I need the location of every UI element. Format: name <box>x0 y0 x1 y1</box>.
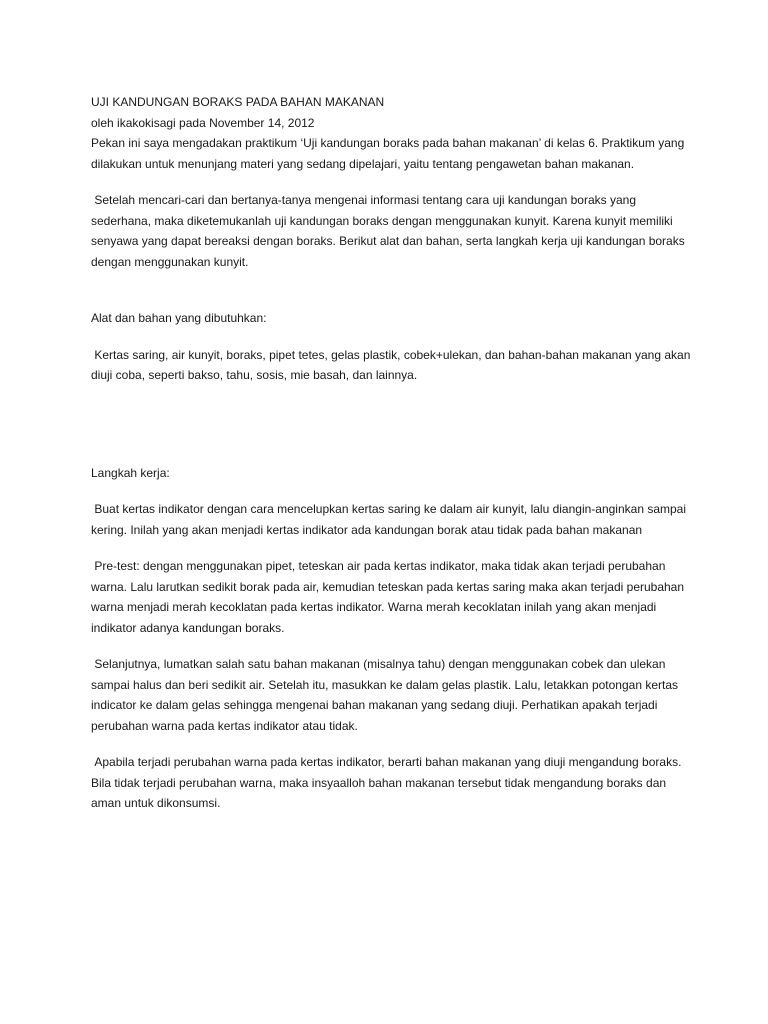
document-title: UJI KANDUNGAN BORAKS PADA BAHAN MAKANAN <box>91 95 385 109</box>
step-paragraph: Apabila terjadi perubahan warna pada kertas indikator, berarti bahan makanan yang diuji mengandung boraks. Bila tidak terjadi perubahan warna, maka insyaalloh bahan makanan tersebut tidak mengandung boraks dan aman untuk dikonsumsi. <box>91 755 685 810</box>
step-paragraph: Buat kertas indikator dengan cara mencelupkan kertas saring ke dalam air kunyit, lalu diangin-anginkan sampai kering. Inilah yang akan menjadi kertas indikator ada kandungan borak atau tidak pada bahan makanan <box>91 502 690 537</box>
author-byline: oleh ikakokisagi pada November 14, 2012 <box>91 115 315 130</box>
tools-heading: Alat dan bahan yang dibutuhkan: <box>91 311 267 325</box>
intro-paragraph: Pekan ini saya mengadakan praktikum ‘Uji kandungan boraks pada bahan makanan’ di kelas 6. Praktikum yang dilakukan untuk menunjang materi yang sedang dipelajari, yaitu tentang pengawetan bahan makanan. <box>91 136 688 171</box>
steps-heading: Langkah kerja: <box>91 465 170 480</box>
step-paragraph: Selanjutnya, lumatkan salah satu bahan makanan (misalnya tahu) dengan menggunakan cobek dan ulekan sampai halus dan beri sedikit air. Setelah itu, masukkan ke dalam gelas plastik. Lalu, letakkan potongan kertas indicator ke dalam gelas sehingga mengenai bahan makanan yang sedang diuji. Perhatikan apakah terjadi perubahan warna pada kertas indikator atau tidak. <box>91 657 682 733</box>
document-page <box>91 92 694 830</box>
step-paragraph: Pre-test: dengan menggunakan pipet, teteskan air pada kertas indikator, maka tidak akan terjadi perubahan warna. Lalu larutkan sedikit borak pada air, kemudian teteskan pada kertas saring maka akan terjadi perubahan warna menjadi merah kecoklatan pada kertas indikator. Warna merah kecoklatan inilah yang akan menjadi indikator adanya kandungan boraks. <box>91 559 688 635</box>
tools-list: Kertas saring, air kunyit, boraks, pipet tetes, gelas plastik, cobek+ulekan, dan bahan-bahan makanan yang akan diuji coba, seperti bakso, tahu, sosis, mie basah, dan lainnya. <box>91 347 694 382</box>
intro-paragraph: Setelah mencari-cari dan bertanya-tanya mengenai informasi tentang cara uji kandungan boraks yang sederhana, maka diketemukanlah uji kandungan boraks dengan menggunakan kunyit. Karena kunyit memiliki senyawa yang dapat bereaksi dengan boraks. Berikut alat dan bahan, serta langkah kerja uji kandungan boraks dengan menggunakan kunyit. <box>91 193 689 269</box>
